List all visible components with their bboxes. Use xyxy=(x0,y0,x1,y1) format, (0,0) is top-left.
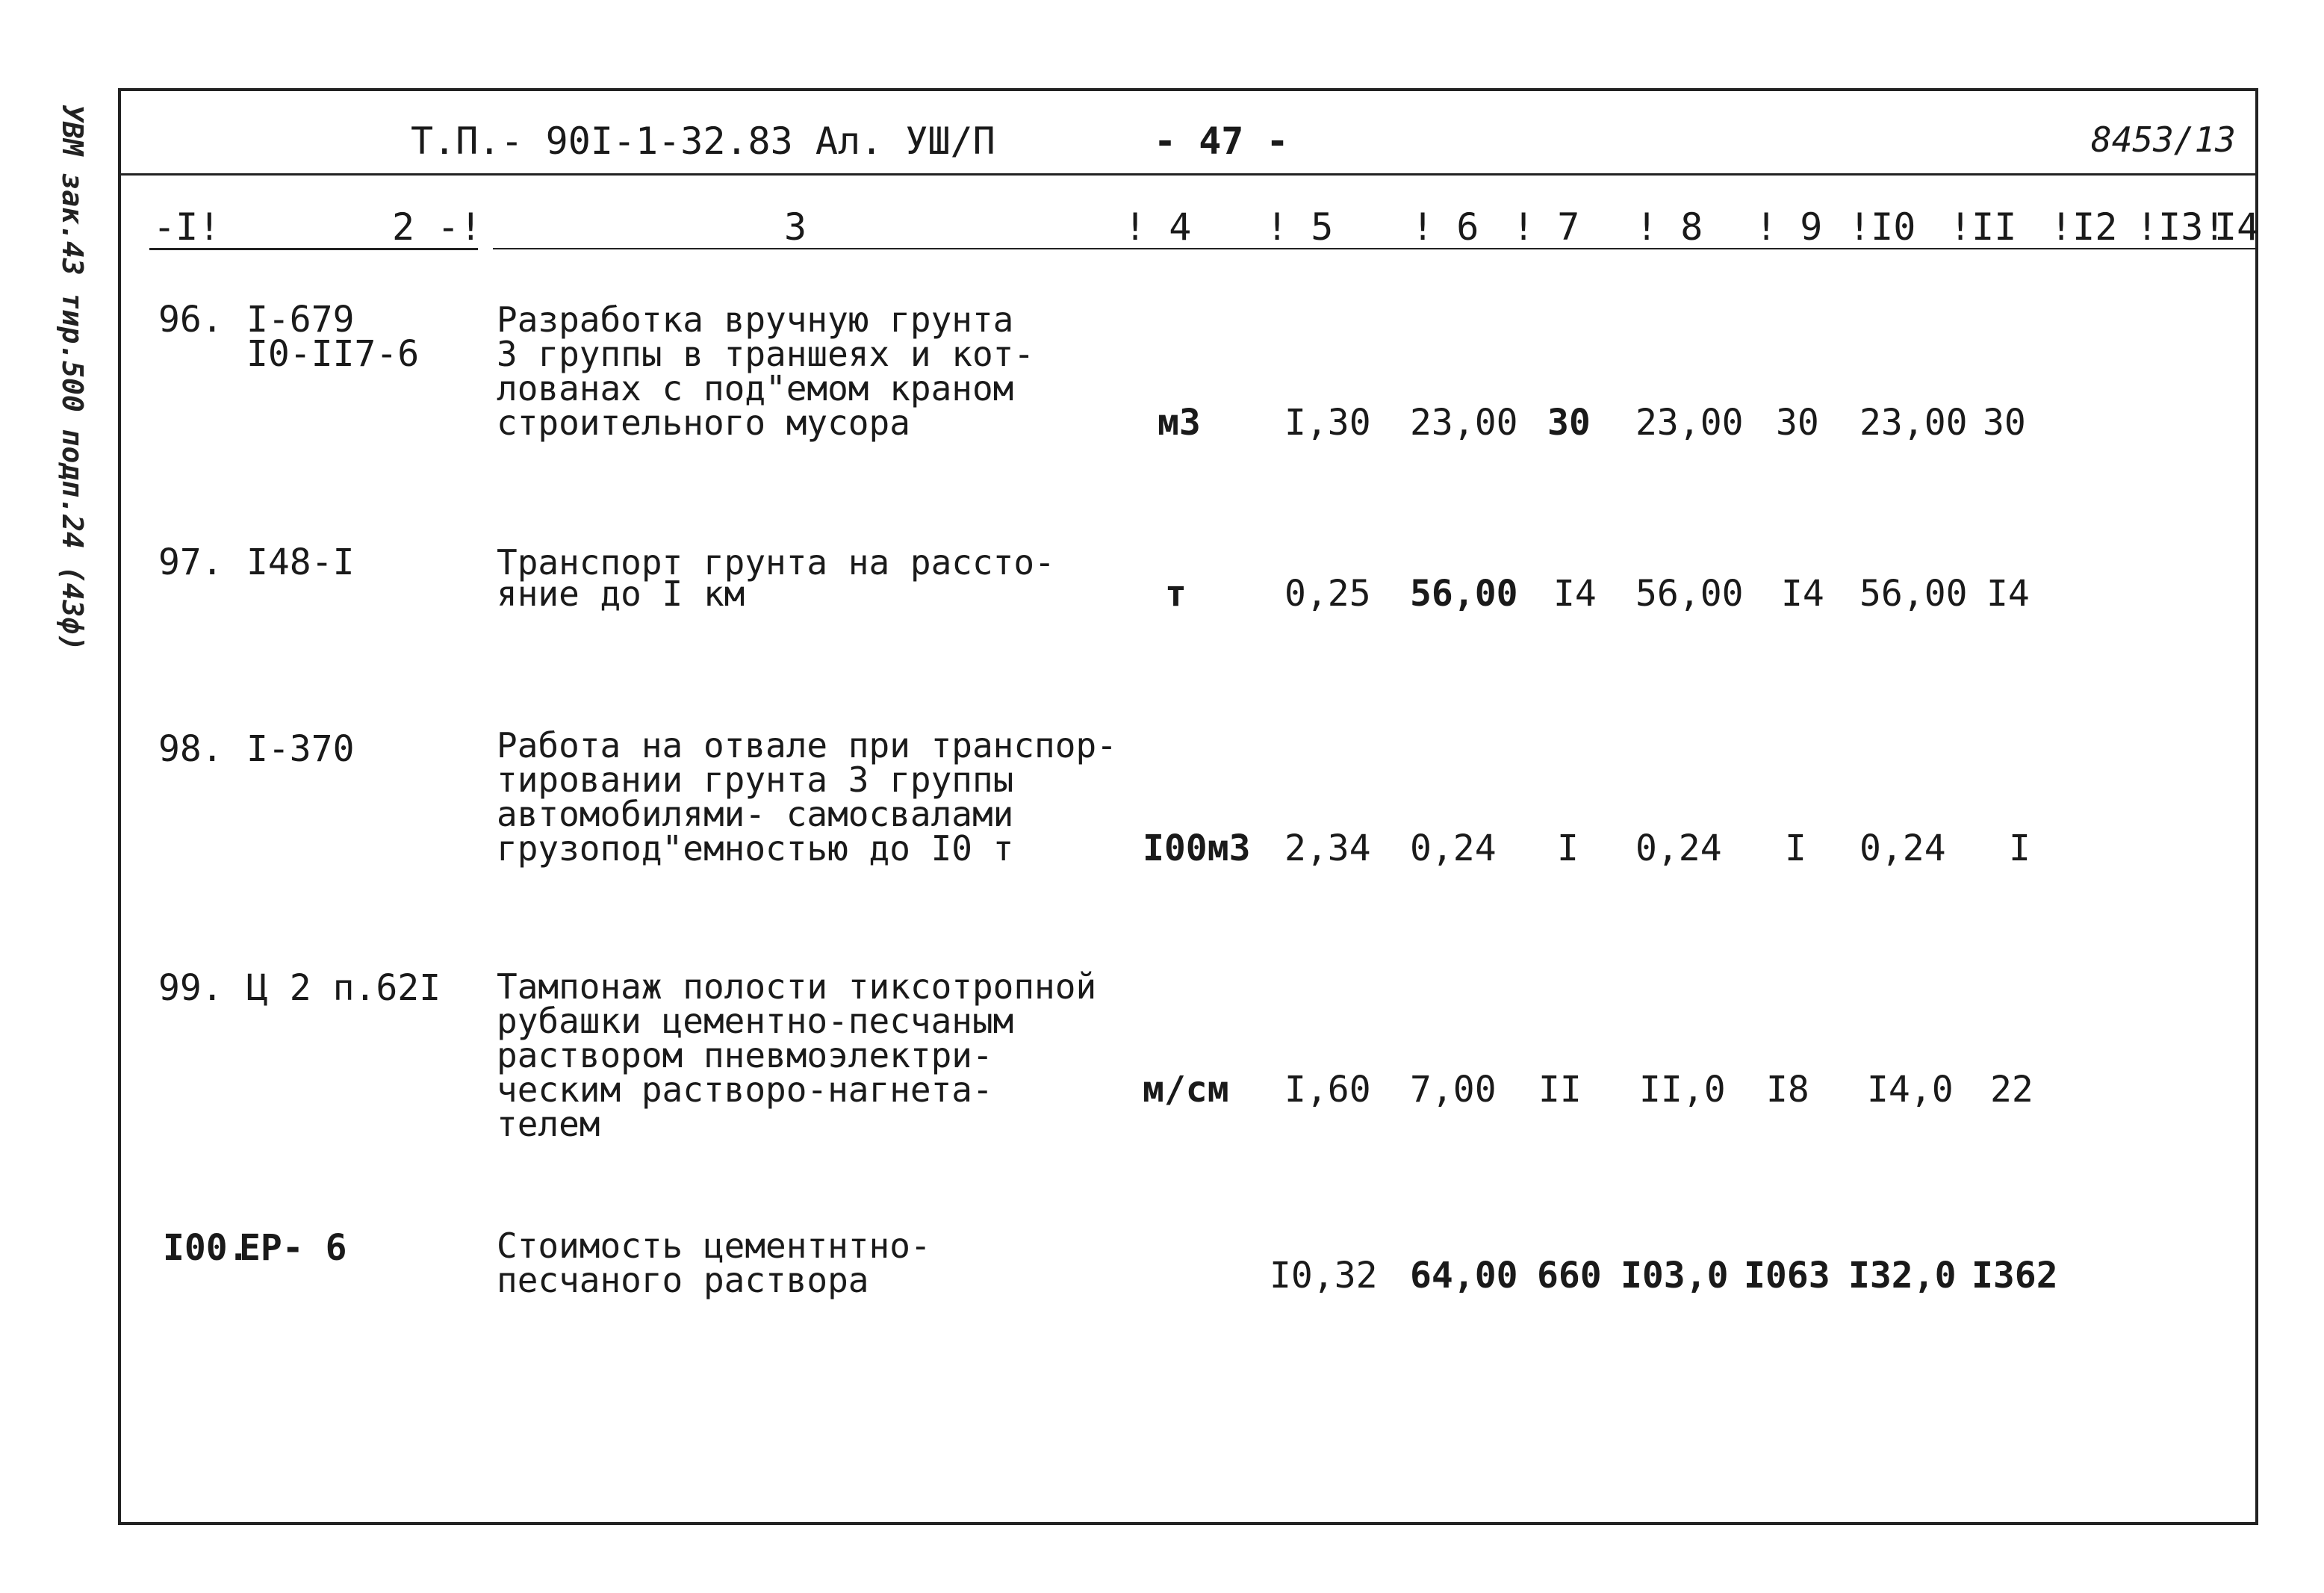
value-cell-5: 2,34 xyxy=(1284,827,1371,869)
col-1: -I! xyxy=(153,205,221,249)
row-description: яние до I км xyxy=(497,574,745,614)
row-description: лованах с под"емом краном xyxy=(497,368,1014,409)
value-cell-9: I4 xyxy=(1781,573,1824,615)
col-9: ! 9 xyxy=(1755,205,1823,249)
row-description: Разработка вручную грунта xyxy=(497,299,1014,340)
row-description: Тампонаж полости тиксотропной xyxy=(497,966,1097,1007)
value-cell-10: 56,00 xyxy=(1859,573,1968,615)
row-description: песчаного раствора xyxy=(497,1260,869,1300)
value-cell-7: 660 xyxy=(1537,1255,1602,1297)
col-2: 2 -! xyxy=(392,205,482,249)
value-cell-11: I xyxy=(2009,827,2031,869)
row-code: I0-II7-6 xyxy=(246,333,420,375)
row-description: ческим растворо-нагнета- xyxy=(497,1069,993,1110)
row-description: 3 группы в траншеях и кот- xyxy=(497,334,1035,374)
value-cell-7: I xyxy=(1557,827,1579,869)
value-cell-11: I362 xyxy=(1972,1255,2058,1297)
value-cell-8: I03,0 xyxy=(1621,1255,1729,1297)
unit-cell: I00м3 xyxy=(1143,827,1251,869)
col-8: ! 8 xyxy=(1635,205,1703,249)
row-description: раствором пневмоэлектри- xyxy=(497,1035,993,1075)
value-cell-6: 0,24 xyxy=(1410,827,1497,869)
value-cell-5: I0,32 xyxy=(1270,1255,1378,1297)
value-cell-7: 30 xyxy=(1547,402,1591,444)
col-5: ! 5 xyxy=(1266,205,1334,249)
col-14: I4 xyxy=(2214,205,2260,249)
row-description: Транспорт грунта на рассто- xyxy=(497,542,1055,583)
doc-code: 8453/13 xyxy=(2091,119,2236,160)
col-13: !I3! xyxy=(2136,205,2226,249)
row-description: телем xyxy=(497,1104,600,1144)
row-description: рубашки цементно-песчаным xyxy=(497,1001,1014,1041)
value-cell-5: 0,25 xyxy=(1284,573,1371,615)
col-4: ! 4 xyxy=(1124,205,1192,249)
row-code: I48-I xyxy=(246,541,355,583)
row-description: тировании грунта 3 группы xyxy=(497,760,1014,800)
value-cell-8: 0,24 xyxy=(1635,827,1722,869)
value-cell-6: 64,00 xyxy=(1410,1255,1518,1297)
value-cell-9: I xyxy=(1785,827,1806,869)
col-6: ! 6 xyxy=(1411,205,1479,249)
row-description: Работа на отвале при транспор- xyxy=(497,725,1117,766)
value-cell-11: 22 xyxy=(1990,1069,2034,1111)
row-number: 99. xyxy=(158,967,223,1009)
row-code: ЕР- 6 xyxy=(239,1227,347,1269)
row-number: 98. xyxy=(158,728,223,770)
row-number: 96. xyxy=(158,299,223,341)
page-number: - 47 - xyxy=(1154,119,1289,163)
row-description: грузопод"емностью до I0 т xyxy=(497,828,1014,869)
value-cell-11: 30 xyxy=(1983,402,2026,444)
value-cell-10: I32,0 xyxy=(1848,1255,1957,1297)
value-cell-9: 30 xyxy=(1776,402,1819,444)
row-code: I-679 xyxy=(246,299,355,341)
row-description: Стоимость цементнтно- xyxy=(497,1226,931,1266)
value-cell-9: I063 xyxy=(1744,1255,1830,1297)
unit-cell: м3 xyxy=(1158,402,1201,444)
value-cell-8: 23,00 xyxy=(1635,402,1744,444)
row-number: I00. xyxy=(163,1227,249,1269)
value-cell-9: I8 xyxy=(1766,1069,1809,1111)
header-rule xyxy=(118,173,2258,176)
value-cell-6: 7,00 xyxy=(1410,1069,1497,1111)
value-cell-8: 56,00 xyxy=(1635,573,1744,615)
col-3: 3 xyxy=(784,205,807,249)
value-cell-8: II,0 xyxy=(1639,1069,1726,1111)
row-code: I-370 xyxy=(246,728,355,770)
row-description: строительного мусора xyxy=(497,403,910,443)
value-cell-7: II xyxy=(1538,1069,1582,1111)
col-11: !II xyxy=(1949,205,2017,249)
value-cell-10: 23,00 xyxy=(1859,402,1968,444)
col-12: !I2 xyxy=(2050,205,2118,249)
row-code: Ц 2 п.62I xyxy=(246,967,441,1009)
unit-cell: м/см xyxy=(1143,1069,1229,1111)
col-7: ! 7 xyxy=(1512,205,1580,249)
value-cell-5: I,30 xyxy=(1284,402,1371,444)
col-10: !I0 xyxy=(1848,205,1916,249)
value-cell-6: 23,00 xyxy=(1410,402,1518,444)
value-cell-5: I,60 xyxy=(1284,1069,1371,1111)
value-cell-6: 56,00 xyxy=(1410,573,1518,615)
doc-reference: Т.П.- 90I-1-32.83 Ал. УШ/П xyxy=(411,119,995,163)
archive-stamp xyxy=(15,90,127,652)
value-cell-10: I4,0 xyxy=(1867,1069,1954,1111)
value-cell-7: I4 xyxy=(1553,573,1597,615)
row-description: автомобилями- самосвалами xyxy=(497,794,1014,834)
value-cell-10: 0,24 xyxy=(1859,827,1946,869)
row-number: 97. xyxy=(158,541,223,583)
archive-stamp-text: УВМ зак.43 тир.500 подп.24 (43ф) xyxy=(56,105,89,652)
table-frame xyxy=(118,88,2258,1525)
unit-cell: т xyxy=(1165,573,1187,615)
value-cell-11: I4 xyxy=(1986,573,2030,615)
